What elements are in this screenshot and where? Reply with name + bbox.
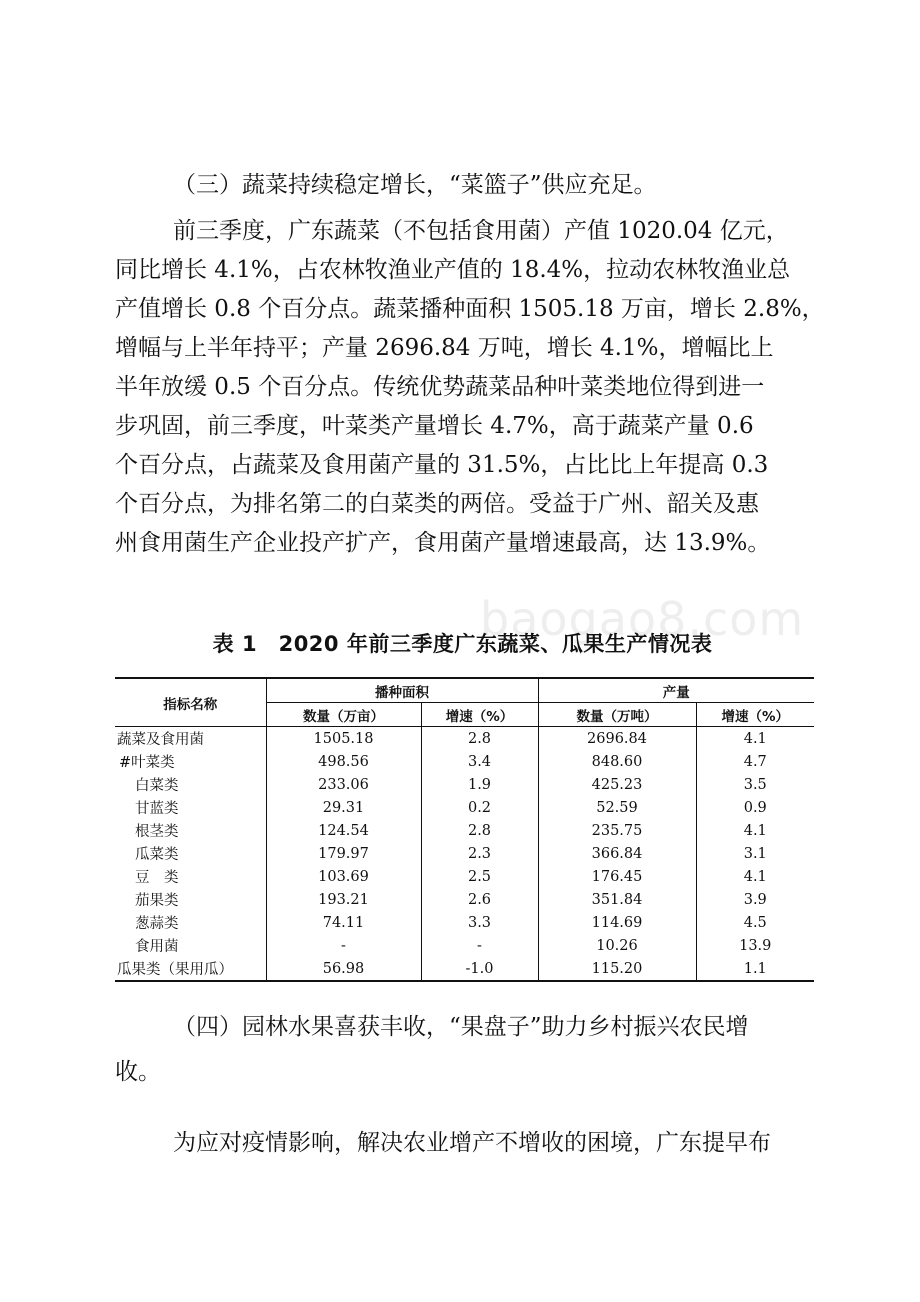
row-output: 425.23 (538, 773, 696, 796)
paragraph-line: 同比增长 4.1%，占农林牧渔业产值的 18.4%，拉动农林牧渔业总 (115, 257, 791, 283)
paragraph-line: 前三季度，广东蔬菜（不包括食用菌）产值 1020.04 亿元， (173, 218, 789, 244)
paragraph-line: 产值增长 0.8 个百分点。蔬菜播种面积 1505.18 万亩，增长 2.8%， (115, 296, 825, 322)
row-area: 498.56 (266, 750, 421, 773)
table-title: 表 1 2020 年前三季度广东蔬菜、瓜果生产情况表 (212, 632, 713, 656)
row-area: 56.98 (266, 957, 421, 981)
row-output-growth: 1.1 (696, 957, 814, 981)
paragraph-line: 步巩固，前三季度，叶菜类产量增长 4.7%，高于蔬菜产量 0.6 (115, 413, 754, 439)
table-row (115, 911, 814, 934)
paragraph-line: 个百分点，占蔬菜及食用菌产量的 31.5%，占比比上年提高 0.3 (115, 452, 769, 478)
row-area: 29.31 (266, 796, 421, 819)
row-area: 179.97 (266, 842, 421, 865)
row-area: - (266, 934, 421, 957)
row-name: 食用菌 (135, 939, 179, 955)
row-output: 10.26 (538, 934, 696, 957)
table-row (115, 865, 814, 888)
heading-line: 收。 (115, 1059, 161, 1085)
table-row (115, 934, 814, 957)
row-area: 74.11 (266, 911, 421, 934)
row-name: #叶菜类 (119, 755, 175, 771)
row-area-growth: 2.8 (421, 727, 538, 751)
header-indicator-name: 指标名称 (115, 678, 266, 727)
row-output-growth: 4.5 (696, 911, 814, 934)
row-area: 193.21 (266, 888, 421, 911)
row-output: 366.84 (538, 842, 696, 865)
row-area-growth: 2.8 (421, 819, 538, 842)
row-output: 235.75 (538, 819, 696, 842)
row-output: 114.69 (538, 911, 696, 934)
row-area-growth: 3.3 (421, 911, 538, 934)
row-output: 52.59 (538, 796, 696, 819)
row-output-growth: 4.7 (696, 750, 814, 773)
row-output: 115.20 (538, 957, 696, 981)
header-area-growth: 增速（%） (421, 703, 538, 727)
header-area-quantity: 数量（万亩） (266, 703, 421, 727)
row-output-growth: 4.1 (696, 819, 814, 842)
paragraph-line: 增幅与上半年持平；产量 2696.84 万吨，增长 4.1%，增幅比上 (115, 335, 774, 361)
row-output-growth: 3.1 (696, 842, 814, 865)
production-table (115, 677, 814, 982)
row-area-growth: 1.9 (421, 773, 538, 796)
section-4-heading (115, 1008, 810, 1092)
paragraph-line: 为应对疫情影响，解决农业增产不增收的困境，广东提早布 (173, 1130, 771, 1156)
row-output: 351.84 (538, 888, 696, 911)
row-name: 豆 类 (135, 870, 179, 886)
row-area-growth: 2.5 (421, 865, 538, 888)
row-name: 根茎类 (135, 824, 179, 840)
row-output-growth: 0.9 (696, 796, 814, 819)
row-output-growth: 4.1 (696, 727, 814, 751)
watermark: baogao8.com (480, 592, 805, 646)
row-name: 瓜菜类 (135, 847, 179, 863)
row-area-growth: 2.6 (421, 888, 538, 911)
header-sown-area: 播种面积 (266, 678, 538, 703)
paragraph-line: 半年放缓 0.5 个百分点。传统优势蔬菜品种叶菜类地位得到进一 (115, 374, 765, 400)
row-output: 176.45 (538, 865, 696, 888)
row-area-growth: - (421, 934, 538, 957)
row-output-growth: 3.9 (696, 888, 814, 911)
row-area-growth: -1.0 (421, 957, 538, 981)
row-name: 蔬菜及食用菌 (117, 732, 204, 748)
table-row (115, 750, 814, 773)
section-3-heading: （三）蔬菜持续稳定增长，“菜篮子”供应充足。 (173, 172, 657, 198)
table-row (115, 819, 814, 842)
row-area: 103.69 (266, 865, 421, 888)
table-row (115, 888, 814, 911)
row-area-growth: 2.3 (421, 842, 538, 865)
paragraph-line: 个百分点，为排名第二的白菜类的两倍。受益于广州、韶关及惠 (115, 491, 759, 517)
row-area: 124.54 (266, 819, 421, 842)
row-output-growth: 3.5 (696, 773, 814, 796)
section-4-paragraph (115, 1124, 810, 1163)
row-area-growth: 0.2 (421, 796, 538, 819)
row-name: 瓜果类（果用瓜） (115, 957, 266, 981)
header-output: 产量 (538, 678, 814, 703)
paragraph-line: 州食用菌生产企业投产扩产，食用菌产量增速最高，达 13.9%。 (115, 530, 771, 556)
table-row (115, 957, 814, 981)
header-output-growth: 增速（%） (696, 703, 814, 727)
row-output: 848.60 (538, 750, 696, 773)
header-output-quantity: 数量（万吨） (538, 703, 696, 727)
row-area-growth: 3.4 (421, 750, 538, 773)
section-3-paragraph (115, 212, 825, 563)
row-output-growth: 4.1 (696, 865, 814, 888)
row-name: 白菜类 (135, 778, 179, 794)
heading-line: （四）园林水果喜获丰收，“果盘子”助力乡村振兴农民增 (173, 1014, 749, 1040)
row-output: 2696.84 (538, 727, 696, 751)
row-name: 茄果类 (135, 893, 179, 909)
table-row (115, 842, 814, 865)
table-row (115, 727, 814, 751)
row-output-growth: 13.9 (696, 934, 814, 957)
row-area: 1505.18 (266, 727, 421, 751)
row-name: 葱蒜类 (135, 916, 179, 932)
table-row (115, 773, 814, 796)
table-row (115, 796, 814, 819)
row-area: 233.06 (266, 773, 421, 796)
row-name: 甘蓝类 (135, 801, 179, 817)
